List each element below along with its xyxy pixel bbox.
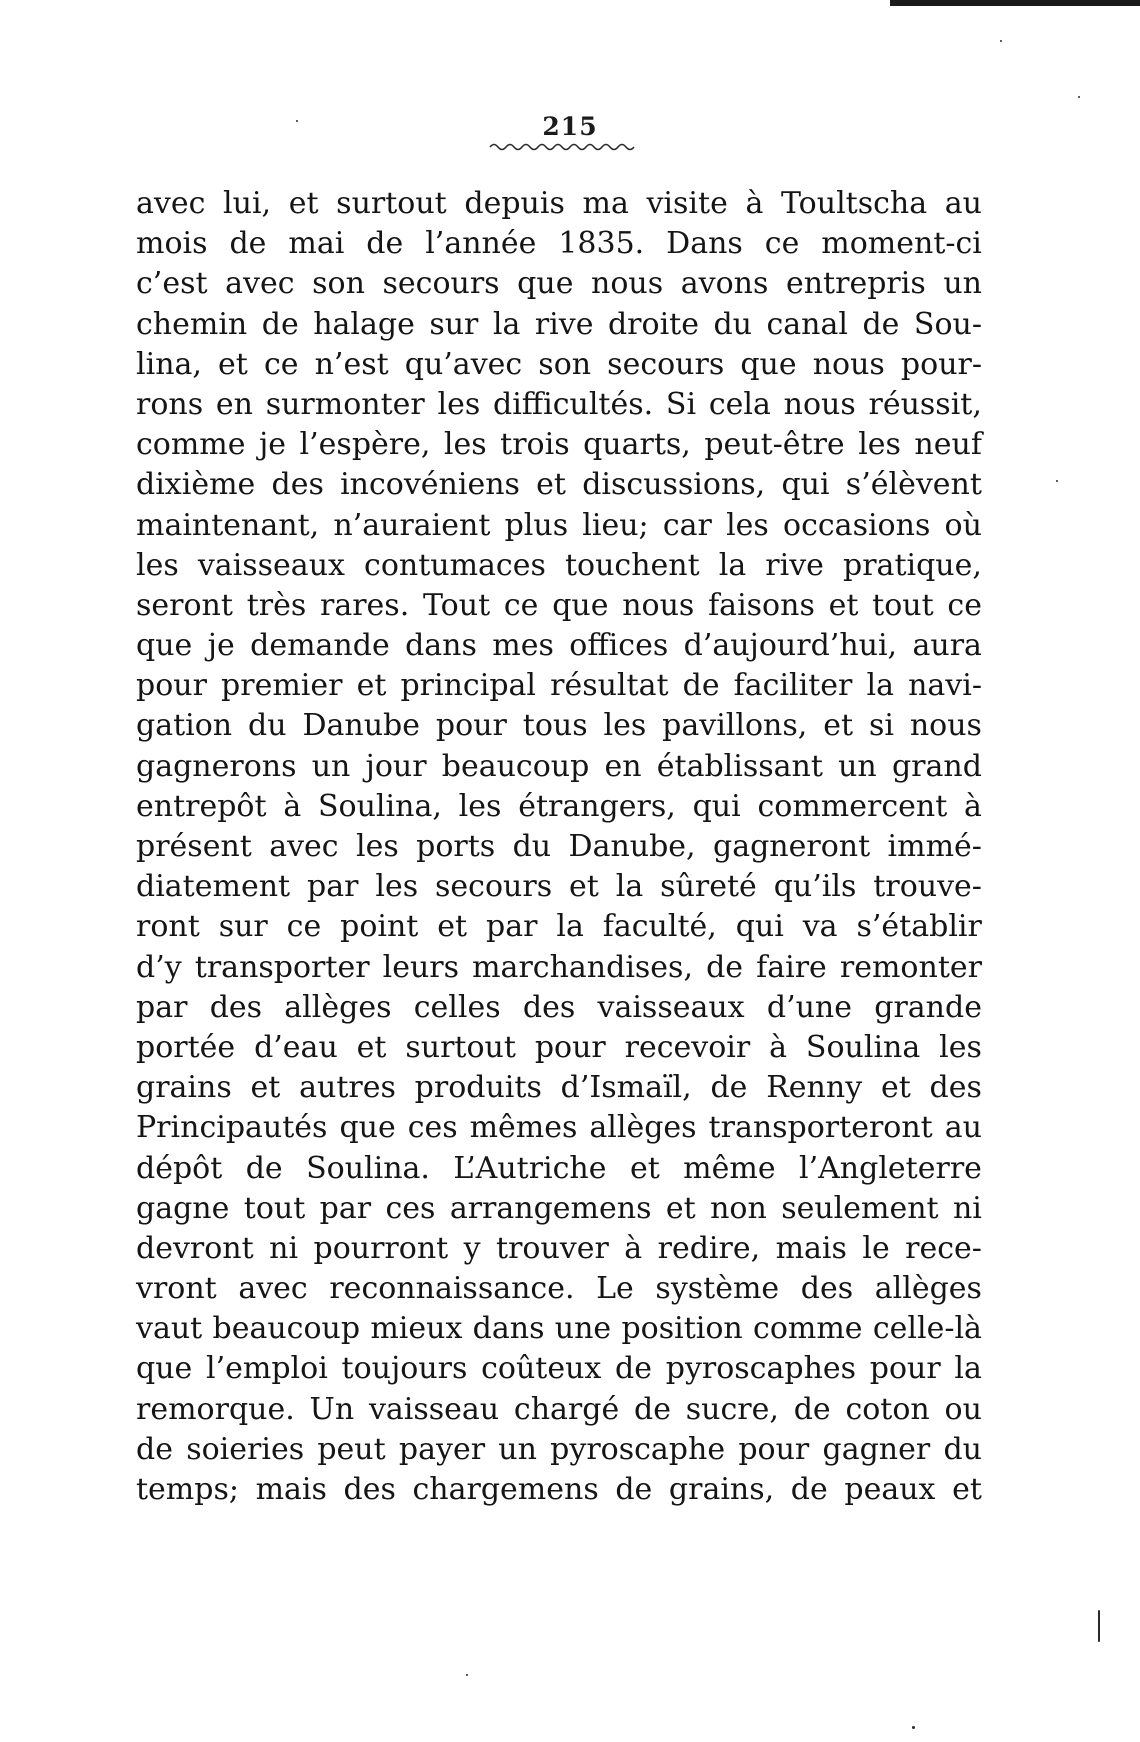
text-line: lina, et ce n’est qu’avec son secours que nous pour- — [136, 346, 982, 382]
text-line: entrepôt à Soulina, les étrangers, qui commercent à — [136, 788, 982, 824]
text-line: temps; mais des chargemens de grains, de peaux et — [136, 1472, 982, 1507]
text-line: gation du Danube pour tous les pavillons, et si nous — [136, 708, 982, 744]
text-line: chemin de halage sur la rive droite du canal de Sou- — [136, 306, 982, 342]
text-line: les vaisseaux contumaces touchent la rive pratique, — [136, 547, 982, 583]
text-line: gagne tout par ces arrangemens et non seulement ni — [136, 1190, 982, 1226]
text-line: comme je l’espère, les trois quarts, peut-être les neuf — [136, 427, 982, 463]
text-line: de soieries peut payer un pyroscaphe pour gagner du — [136, 1431, 982, 1467]
text-line: par des allèges celles des vaisseaux d’une grande — [136, 989, 982, 1025]
text-line: vront avec reconnaissance. Le système des allèges — [136, 1271, 982, 1307]
text-line: que je demande dans mes offices d’aujourd’hui, aura — [136, 628, 982, 664]
text-line: avec lui, et surtout depuis ma visite à Toultscha au — [136, 186, 982, 221]
text-line: maintenant, n’auraient plus lieu; car les occasions où — [136, 507, 982, 543]
top-edge-rule — [890, 0, 1140, 6]
text-line: Principautés que ces mêmes allèges transporteront au — [136, 1110, 982, 1146]
text-line: remorque. Un vaisseau chargé de sucre, de coton ou — [136, 1391, 982, 1427]
text-line: portée d’eau et surtout pour recevoir à Soulina les — [136, 1029, 982, 1065]
text-line: rons en surmonter les difficultés. Si cela nous réussit, — [136, 386, 982, 422]
text-line: devront ni pourront y trouver à redire, mais le rece- — [136, 1230, 982, 1266]
text-line: dixième des incovéniens et discussions, qui s’élèvent — [136, 467, 982, 503]
wavy-ornament-icon — [488, 140, 638, 154]
body-text — [136, 184, 982, 1510]
text-line: c’est avec son secours que nous avons entrepris un — [136, 266, 982, 302]
text-line: dépôt de Soulina. L’Autriche et même l’Angleterre — [136, 1150, 982, 1186]
text-line: ront sur ce point et par la faculté, qui va s’établir — [136, 909, 982, 945]
text-line: présent avec les ports du Danube, gagneront immé- — [136, 829, 982, 864]
text-line: grains et autres produits d’Ismaïl, de Renny et des — [136, 1070, 982, 1106]
page-number: 215 — [542, 112, 598, 141]
text-line: pour premier et principal résultat de faciliter la navi- — [136, 668, 982, 704]
text-line: gagnerons un jour beaucoup en établissant un grand — [136, 748, 982, 784]
text-line: seront très rares. Tout ce que nous faisons et tout ce — [136, 587, 982, 623]
text-line: vaut beaucoup mieux dans une position comme celle-là — [136, 1311, 982, 1347]
text-line: diatement par les secours et la sûreté qu’ils trouve- — [136, 869, 982, 905]
text-line: que l’emploi toujours coûteux de pyroscaphes pour la — [136, 1351, 982, 1387]
text-line: d’y transporter leurs marchandises, de faire remonter — [136, 949, 982, 985]
text-line: mois de mai de l’année 1835. Dans ce moment-ci — [136, 226, 982, 262]
